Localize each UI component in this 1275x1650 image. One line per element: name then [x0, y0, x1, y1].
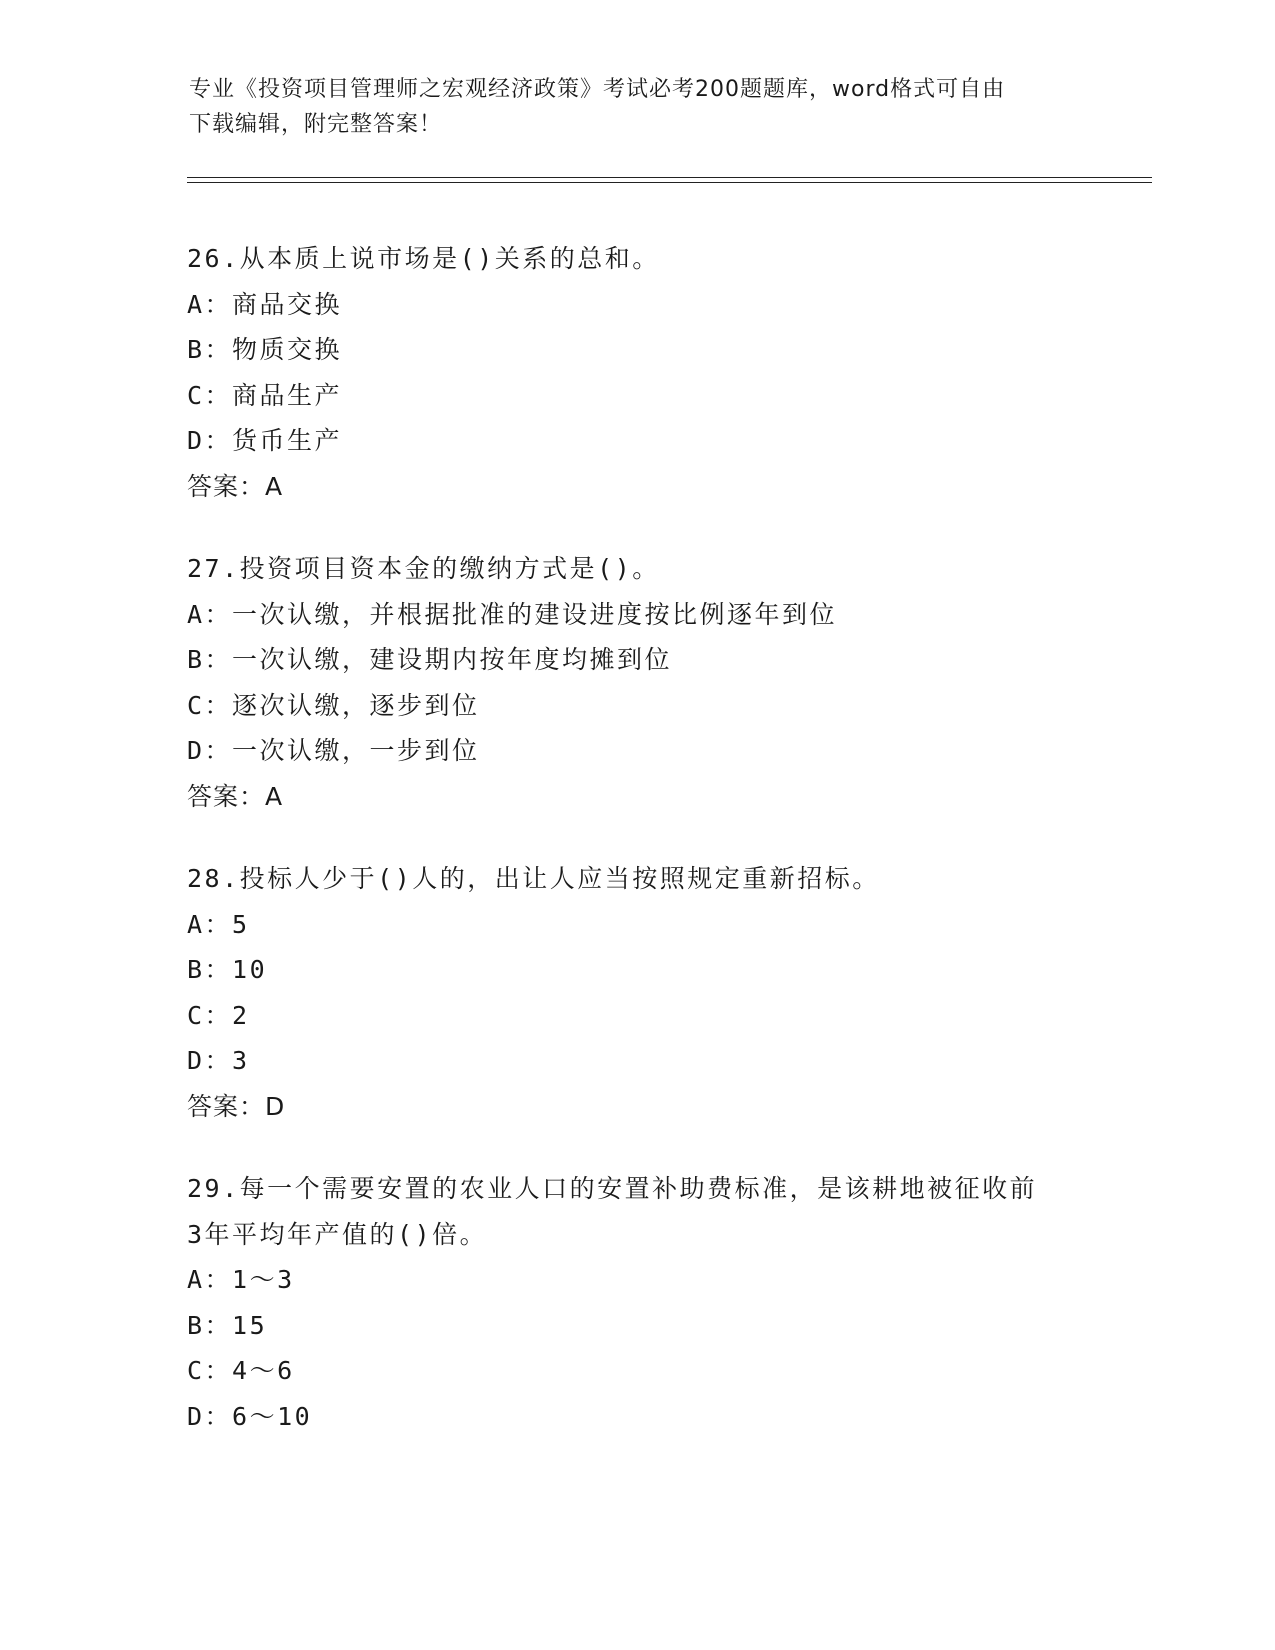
answer: 答案：D [187, 1091, 286, 1121]
option-a: A：一次认缴，并根据批准的建设进度按比例逐年到位 [187, 599, 838, 629]
option-a: A：5 [187, 909, 250, 939]
question-26 [187, 236, 1107, 509]
question-stem: 29.每一个需要安置的农业人口的安置补助费标准，是该耕地被征收前 [187, 1174, 1038, 1203]
question-list [187, 236, 1107, 1476]
option-b: B：一次认缴，建设期内按年度均摊到位 [187, 645, 673, 674]
answer: 答案：A [187, 471, 284, 501]
option-c: C：2 [187, 1000, 250, 1030]
header-divider-bottom [187, 182, 1152, 183]
option-c: C：4～6 [187, 1356, 295, 1385]
header-title-line-2: 下载编辑，附完整答案！ [189, 112, 443, 137]
option-b: B：15 [187, 1310, 268, 1340]
option-c: C：商品生产 [187, 380, 343, 410]
option-d: D：6～10 [187, 1401, 313, 1431]
question-stem: 26.从本质上说市场是()关系的总和。 [187, 244, 660, 273]
header-title-line-1: 专业《投资项目管理师之宏观经济政策》考试必考200题题库，word格式可自由 [189, 77, 1006, 102]
question-stem-continued: 3年平均年产值的()倍。 [187, 1219, 488, 1249]
option-b: B：10 [187, 955, 268, 984]
option-b: B：物质交换 [187, 335, 343, 364]
question-28 [187, 856, 1107, 1129]
option-a: A：商品交换 [187, 289, 343, 319]
option-c: C：逐次认缴，逐步到位 [187, 690, 480, 720]
question-stem: 27.投资项目资本金的缴纳方式是()。 [187, 554, 660, 583]
answer: 答案：A [187, 781, 284, 811]
question-stem: 28.投标人少于()人的，出让人应当按照规定重新招标。 [187, 864, 880, 893]
option-d: D：货币生产 [187, 426, 343, 455]
option-a: A：1～3 [187, 1265, 295, 1294]
header-divider-top [187, 177, 1152, 178]
question-29 [187, 1166, 1107, 1439]
question-27 [187, 546, 1107, 819]
option-d: D：一次认缴，一步到位 [187, 736, 480, 765]
option-d: D：3 [187, 1046, 250, 1075]
document-header [189, 72, 1069, 142]
